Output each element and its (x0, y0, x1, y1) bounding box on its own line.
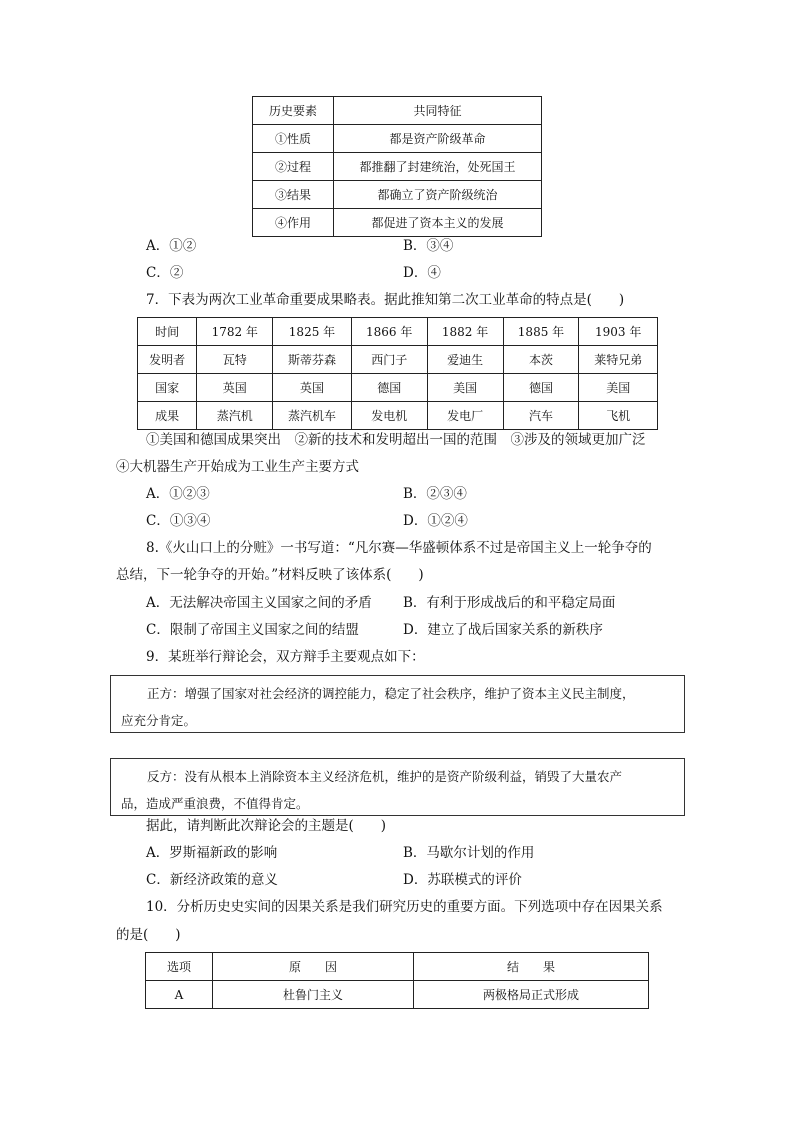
table-row (138, 402, 658, 430)
table-row (138, 374, 658, 402)
q8-stem-line2: 总结，下一轮争夺的开始。”材料反映了该体系( ) (116, 567, 424, 583)
pro-side-line1: 正方：增强了国家对社会经济的调控能力，稳定了社会秩序，维护了资本主义民主制度， (147, 686, 635, 701)
q10-stem-line1: 10．分析历史史实间的因果关系是我们研究历史的重要方面。下列选项中存在因果关系 (146, 899, 663, 915)
q7-option-c[interactable]: C．①③④ (146, 513, 211, 529)
q8-stem-line1: 8.《火山口上的分赃》一书写道：“凡尔赛—华盛顿体系不过是帝国主义上一轮争夺的 (146, 540, 652, 556)
table-cell: 英国 (197, 374, 273, 402)
table-header-row (253, 97, 542, 125)
table-cell: 1825 年 (273, 318, 352, 346)
q7-stem: 7．下表为两次工业革命重要成果略表。据此推知第二次工业革命的特点是( ) (146, 292, 625, 308)
q8-option-b[interactable]: B．有利于形成战后的和平稳定局面 (403, 595, 616, 611)
table-cell: 飞机 (579, 402, 658, 430)
table-cell: 美国 (427, 374, 503, 402)
cause-effect-table (145, 952, 649, 1009)
table-cell: ③结果 (253, 181, 334, 209)
table-cell: ②过程 (253, 153, 334, 181)
q8-option-c[interactable]: C．限制了帝国主义国家之间的结盟 (146, 622, 359, 638)
q6-option-a[interactable]: A．①② (146, 238, 197, 254)
table-cell: 德国 (503, 374, 579, 402)
q9-option-b[interactable]: B．马歇尔计划的作用 (403, 845, 535, 861)
table-cell: 1903 年 (579, 318, 658, 346)
elements-table (252, 96, 542, 237)
table-cell: 斯蒂芬森 (273, 346, 352, 374)
table-cell: ①性质 (253, 125, 334, 153)
table-header-cell: 共同特征 (334, 97, 542, 125)
con-side-box (110, 758, 685, 816)
table-header-cell: 选项 (146, 953, 213, 981)
q10-stem-line2: 的是( ) (116, 927, 181, 943)
con-side-line1: 反方：没有从根本上消除资本主义经济危机，维护的是资产阶级利益，销毁了大量农产 (147, 769, 623, 784)
table-cell: 瓦特 (197, 346, 273, 374)
q7-statements-line1: ①美国和德国成果突出 ②新的技术和发明超出一国的范围 ③涉及的领域更加广泛 (146, 432, 646, 448)
q6-option-b[interactable]: B．③④ (403, 238, 454, 254)
table-cell: 发电厂 (427, 402, 503, 430)
q7-option-b[interactable]: B．②③④ (403, 486, 467, 502)
industrial-revolution-table (137, 317, 658, 430)
table-cell: 德国 (351, 374, 427, 402)
table-row (253, 125, 542, 153)
table-cell: 都促进了资本主义的发展 (334, 209, 542, 237)
table-row (253, 209, 542, 237)
table-cell: 杜鲁门主义 (213, 981, 414, 1009)
table-cell: 都确立了资产阶级统治 (334, 181, 542, 209)
table-cell: A (146, 981, 213, 1009)
q6-option-d[interactable]: D．④ (403, 265, 441, 281)
table-cell: 西门子 (351, 346, 427, 374)
table-cell: ④作用 (253, 209, 334, 237)
q6-option-c[interactable]: C．② (146, 265, 184, 281)
table-row (138, 346, 658, 374)
table-row (253, 153, 542, 181)
table-cell: 1782 年 (197, 318, 273, 346)
con-side-line2: 品，造成严重浪费，不值得肯定。 (121, 796, 309, 811)
table-cell: 美国 (579, 374, 658, 402)
table-cell: 1882 年 (427, 318, 503, 346)
table-cell: 英国 (273, 374, 352, 402)
q9-option-c[interactable]: C．新经济政策的意义 (146, 872, 278, 888)
table-cell: 成果 (138, 402, 197, 430)
q9-stem: 9．某班举行辩论会，双方辩手主要观点如下： (146, 649, 425, 665)
table-cell: 发电机 (351, 402, 427, 430)
table-header-cell: 历史要素 (253, 97, 334, 125)
table-row (253, 181, 542, 209)
table-cell: 1866 年 (351, 318, 427, 346)
table-cell: 汽车 (503, 402, 579, 430)
q7-option-d[interactable]: D．①②④ (403, 513, 468, 529)
table-cell: 发明者 (138, 346, 197, 374)
table-header-cell: 结 果 (414, 953, 649, 981)
table-cell: 蒸汽机车 (273, 402, 352, 430)
pro-side-box (110, 675, 685, 733)
q9-option-a[interactable]: A．罗斯福新政的影响 (146, 845, 278, 861)
q7-option-a[interactable]: A．①②③ (146, 486, 210, 502)
pro-side-line2: 应充分肯定。 (121, 713, 197, 728)
table-cell: 本茨 (503, 346, 579, 374)
table-cell: 1885 年 (503, 318, 579, 346)
table-cell: 时间 (138, 318, 197, 346)
table-cell: 国家 (138, 374, 197, 402)
table-cell: 莱特兄弟 (579, 346, 658, 374)
table-row (146, 981, 649, 1009)
table-cell: 蒸汽机 (197, 402, 273, 430)
q8-option-a[interactable]: A．无法解决帝国主义国家之间的矛盾 (146, 595, 372, 611)
table-row (138, 318, 658, 346)
table-header-row (146, 953, 649, 981)
table-header-cell: 原 因 (213, 953, 414, 981)
q9-option-d[interactable]: D．苏联模式的评价 (403, 872, 522, 888)
q9-question: 据此，请判断此次辩论会的主题是( ) (146, 818, 387, 834)
q8-option-d[interactable]: D．建立了战后国家关系的新秩序 (403, 622, 603, 638)
q7-statements-line2: ④大机器生产开始成为工业生产主要方式 (116, 459, 359, 475)
table-cell: 都是资产阶级革命 (334, 125, 542, 153)
table-cell: 都推翻了封建统治，处死国王 (334, 153, 542, 181)
table-cell: 爱迪生 (427, 346, 503, 374)
table-cell: 两极格局正式形成 (414, 981, 649, 1009)
